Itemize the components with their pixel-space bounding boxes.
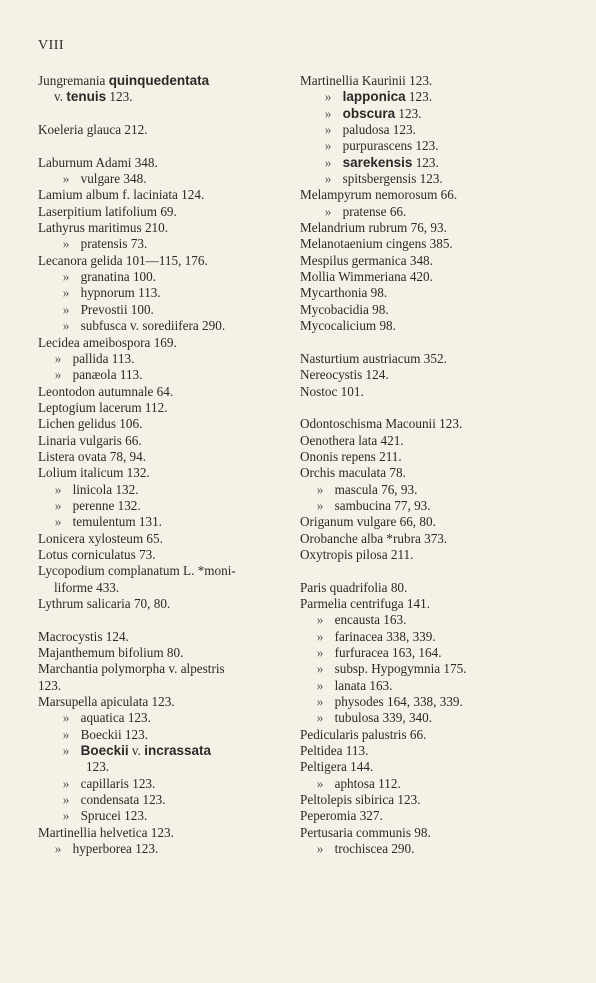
entry-text: 123. — [412, 154, 439, 170]
ditto-mark: » — [62, 269, 70, 285]
entry-text: Lythrum salicaria 70, 80. — [38, 596, 171, 611]
index-entry — [300, 220, 592, 236]
entry-text: pallida 113. — [72, 350, 135, 366]
ditto-mark: » — [324, 138, 332, 154]
index-entry — [38, 498, 290, 514]
index-entry — [38, 449, 290, 465]
index-entry — [300, 531, 592, 547]
index-entry — [300, 106, 592, 122]
entry-text: Orobanche alba *rubra 373. — [300, 530, 448, 546]
ditto-mark: » — [324, 89, 332, 105]
index-entry — [300, 629, 592, 645]
ditto-mark: » — [324, 203, 332, 219]
entry-text: Pedicularis palustris 66. — [300, 726, 427, 742]
index-entry — [300, 498, 592, 514]
entry-emphasis: lapponica — [342, 89, 406, 105]
index-entry — [300, 269, 592, 285]
index-entry — [38, 89, 290, 105]
ditto-mark: » — [62, 236, 70, 252]
entry-text: lanata 163. — [334, 677, 393, 693]
index-entry — [38, 335, 290, 351]
entry-text: Linaria vulgaris 66. — [38, 432, 142, 448]
entry-text: condensata 123. — [80, 792, 166, 808]
entry-text: furfuracea 163, 164. — [334, 645, 442, 661]
page-number: VIII — [38, 38, 65, 53]
entry-text: Mespilus germanica 348. — [300, 252, 433, 268]
entry-text: linicola 132. — [72, 481, 139, 497]
entry-text: Ononis repens 211. — [300, 448, 402, 464]
index-entry — [300, 465, 592, 481]
entry-text: farinacea 338, 339. — [334, 628, 436, 644]
entry-text: sambucina 77, 93. — [334, 497, 431, 513]
entry-text: liforme 433. — [54, 579, 120, 595]
entry-text: aphtosa 112. — [334, 775, 401, 791]
entry-text: Laburnum Adami 348. — [38, 154, 158, 170]
entry-text: purpurascens 123. — [342, 138, 439, 154]
index-entry — [38, 269, 290, 285]
index-entry — [38, 694, 290, 710]
entry-text: Macrocystis 124. — [38, 628, 129, 644]
ditto-mark: » — [316, 775, 324, 791]
index-entry — [38, 547, 290, 563]
ditto-mark: » — [316, 612, 324, 628]
index-entry — [300, 351, 592, 367]
index-entry — [38, 580, 290, 596]
ditto-mark: » — [54, 367, 62, 383]
entry-text: Lathyrus maritimus 210. — [38, 220, 169, 236]
index-entry — [38, 531, 290, 547]
index-entry — [38, 710, 290, 726]
entry-text: Marchantia polymorpha v. alpestris — [38, 661, 225, 677]
index-entry — [38, 285, 290, 301]
ditto-mark: » — [54, 841, 62, 857]
index-entry — [38, 482, 290, 498]
entry-text: pratensis 73. — [80, 236, 148, 252]
entry-text: Paris quadrifolia 80. — [300, 579, 408, 595]
entry-text: hyperborea 123. — [72, 841, 159, 857]
index-entry — [300, 580, 592, 596]
entry-text: pratense 66. — [342, 203, 407, 219]
entry-text: Lycopodium complanatum L. *moni- — [38, 563, 236, 579]
index-entry — [300, 367, 592, 383]
index-entry — [300, 171, 592, 187]
entry-text: Melandrium rubrum 76, 93. — [300, 220, 447, 236]
index-entry — [300, 89, 592, 105]
index-entry — [300, 759, 592, 775]
entry-text: Leontodon autumnale 64. — [38, 383, 174, 399]
entry-text: panæola 113. — [72, 367, 143, 383]
ditto-mark: » — [62, 171, 70, 187]
index-entry — [300, 138, 592, 154]
ditto-mark: » — [324, 154, 332, 170]
ditto-mark: » — [62, 792, 70, 808]
index-entry — [300, 547, 592, 563]
index-entry — [38, 351, 290, 367]
index-entry — [38, 155, 290, 171]
index-entry — [300, 155, 592, 171]
ditto-mark: » — [62, 285, 70, 301]
index-entry — [38, 743, 290, 759]
index-entry — [38, 318, 290, 334]
index-entry — [38, 302, 290, 318]
entry-emphasis: Boeckii — [80, 743, 129, 759]
index-column-right — [300, 73, 592, 858]
entry-emphasis: obscura — [342, 105, 396, 121]
index-entry — [38, 727, 290, 743]
entry-text: v. — [128, 743, 145, 759]
entry-text: Sprucei 123. — [80, 808, 148, 824]
entry-text: Melanotaenium cingens 385. — [300, 236, 453, 252]
index-entry — [300, 318, 592, 334]
ditto-mark: » — [316, 677, 324, 693]
index-entry — [300, 661, 592, 677]
index-entry — [38, 465, 290, 481]
index-entry — [300, 449, 592, 465]
index-column-left — [38, 73, 290, 858]
index-entry — [38, 759, 290, 775]
entry-text: Lecidea ameibospora 169. — [38, 334, 177, 350]
section-gap — [300, 335, 592, 351]
entry-text: Origanum vulgare 66, 80. — [300, 514, 436, 530]
index-entry — [38, 645, 290, 661]
entry-text: paludosa 123. — [342, 122, 416, 138]
index-entry — [300, 792, 592, 808]
entry-text: 123. — [106, 89, 133, 105]
index-entry — [300, 743, 592, 759]
section-gap — [300, 563, 592, 579]
entry-text: mascula 76, 93. — [334, 481, 418, 497]
ditto-mark: » — [62, 318, 70, 334]
section-gap — [38, 138, 290, 154]
entry-text: Laserpitium latifolium 69. — [38, 203, 177, 219]
ditto-mark: » — [62, 726, 70, 742]
entry-text: Majanthemum bifolium 80. — [38, 645, 184, 661]
index-entry — [38, 792, 290, 808]
entry-text: Peltidea 113. — [300, 743, 369, 759]
index-entry — [300, 808, 592, 824]
entry-text: physodes 164, 338, 339. — [334, 694, 463, 710]
entry-text: Melampyrum nemorosum 66. — [300, 187, 458, 203]
index-entry — [38, 776, 290, 792]
index-entry — [38, 171, 290, 187]
index-entry — [38, 629, 290, 645]
entry-text: trochiscea 290. — [334, 841, 415, 857]
entry-text: v. — [54, 89, 67, 105]
entry-text: Lotus corniculatus 73. — [38, 546, 156, 562]
entry-text: temulentum 131. — [72, 514, 162, 530]
index-entry — [38, 253, 290, 269]
index-entry — [38, 841, 290, 857]
index-entry — [38, 825, 290, 841]
ditto-mark: » — [62, 775, 70, 791]
entry-text: granatina 100. — [80, 269, 157, 285]
index-entry — [300, 73, 592, 89]
entry-text: Koeleria glauca 212. — [38, 122, 148, 138]
entry-text: Marsupella apiculata 123. — [38, 694, 175, 710]
entry-text: Pertusaria communis 98. — [300, 824, 431, 840]
entry-text: Mycobacidia 98. — [300, 301, 389, 317]
entry-text: Oxytropis pilosa 211. — [300, 546, 414, 562]
index-entry — [300, 416, 592, 432]
entry-text: vulgare 348. — [80, 171, 147, 187]
ditto-mark: » — [62, 808, 70, 824]
entry-text: Peltolepis sibirica 123. — [300, 792, 421, 808]
entry-text: Martinellia Kaurinii 123. — [300, 73, 433, 88]
index-entry — [300, 825, 592, 841]
entry-text: Jungremania — [38, 73, 109, 88]
ditto-mark: » — [316, 645, 324, 661]
index-entry — [38, 563, 290, 579]
index-entry — [300, 645, 592, 661]
index-entry — [300, 694, 592, 710]
ditto-mark: » — [316, 497, 324, 513]
entry-emphasis: sarekensis — [342, 154, 413, 170]
entry-emphasis: quinquedentata — [108, 73, 210, 88]
ditto-mark: » — [316, 710, 324, 726]
index-entry — [300, 204, 592, 220]
index-entry — [300, 841, 592, 857]
index-entry — [38, 220, 290, 236]
entry-text: Prevostii 100. — [80, 301, 154, 317]
index-entry — [300, 302, 592, 318]
entry-text: 123. — [405, 89, 432, 105]
index-entry — [300, 253, 592, 269]
ditto-mark: » — [324, 105, 332, 121]
index-entry — [38, 204, 290, 220]
index-entry — [38, 384, 290, 400]
ditto-mark: » — [324, 122, 332, 138]
entry-text: subfusca v. sorediifera 290. — [80, 318, 226, 334]
entry-text: Lolium italicum 132. — [38, 465, 150, 481]
section-gap — [300, 400, 592, 416]
entry-text: Martinellia helvetica 123. — [38, 824, 174, 840]
ditto-mark: » — [54, 497, 62, 513]
index-entry — [300, 678, 592, 694]
index-entry — [38, 400, 290, 416]
ditto-mark: » — [62, 743, 70, 759]
ditto-mark: » — [54, 514, 62, 530]
entry-text: tubulosa 339, 340. — [334, 710, 433, 726]
ditto-mark: » — [316, 481, 324, 497]
index-entry — [38, 416, 290, 432]
entry-text: Nereocystis 124. — [300, 367, 389, 383]
entry-text: perenne 132. — [72, 497, 141, 513]
entry-text: Parmelia centrifuga 141. — [300, 596, 430, 611]
index-entry — [300, 122, 592, 138]
index-entry — [300, 433, 592, 449]
entry-text: encausta 163. — [334, 612, 407, 628]
entry-text: Oenothera lata 421. — [300, 432, 404, 448]
index-entry — [38, 514, 290, 530]
index-entry — [300, 596, 592, 612]
section-gap — [38, 106, 290, 122]
index-entry — [300, 514, 592, 530]
ditto-mark: » — [316, 628, 324, 644]
ditto-mark: » — [324, 171, 332, 187]
index-entry — [300, 612, 592, 628]
entry-text: Peltigera 144. — [300, 759, 374, 775]
entry-text: Lonicera xylosteum 65. — [38, 530, 163, 546]
entry-text: spitsbergensis 123. — [342, 171, 443, 187]
entry-text: Lichen gelidus 106. — [38, 416, 143, 432]
index-entry — [300, 187, 592, 203]
entry-text: aquatica 123. — [80, 710, 151, 726]
entry-text: Peperomia 327. — [300, 808, 383, 824]
index-entry — [38, 596, 290, 612]
ditto-mark: » — [54, 481, 62, 497]
index-entry — [38, 187, 290, 203]
ditto-mark: » — [316, 661, 324, 677]
index-entry — [300, 776, 592, 792]
entry-text: Orchis maculata 78. — [300, 465, 406, 481]
index-entry — [38, 73, 290, 89]
entry-text: Lecanora gelida 101—115, 176. — [38, 252, 208, 268]
index-entry — [300, 710, 592, 726]
index-entry — [38, 367, 290, 383]
entry-text: Odontoschisma Macounii 123. — [300, 416, 463, 432]
index-entry — [38, 678, 290, 694]
entry-text: Nasturtium austriacum 352. — [300, 350, 447, 366]
ditto-mark: » — [316, 694, 324, 710]
ditto-mark: » — [316, 841, 324, 857]
index-entry — [38, 433, 290, 449]
entry-text: Leptogium lacerum 112. — [38, 399, 168, 415]
entry-emphasis: incrassata — [144, 743, 212, 759]
ditto-mark: » — [62, 710, 70, 726]
index-entry — [300, 285, 592, 301]
entry-text: hypnorum 113. — [80, 285, 161, 301]
index-entry — [38, 236, 290, 252]
entry-text: 123. — [38, 677, 62, 693]
entry-text: Nostoc 101. — [300, 383, 364, 399]
entry-text: Lamium album f. laciniata 124. — [38, 187, 205, 203]
entry-text: Mycarthonia 98. — [300, 285, 388, 301]
ditto-mark: » — [62, 301, 70, 317]
index-entry — [300, 384, 592, 400]
ditto-mark: » — [54, 350, 62, 366]
index-entry — [300, 236, 592, 252]
entry-text: Listera ovata 78, 94. — [38, 448, 147, 464]
index-entry — [38, 661, 290, 677]
entry-text: Mollia Wimmeriana 420. — [300, 269, 433, 285]
entry-text: 123. — [86, 759, 110, 775]
entry-emphasis: tenuis — [66, 89, 107, 105]
entry-text: Mycocalicium 98. — [300, 318, 396, 334]
entry-text: capillaris 123. — [80, 775, 156, 791]
index-entry — [38, 808, 290, 824]
index-entry — [38, 122, 290, 138]
entry-text: Boeckii 123. — [80, 726, 148, 742]
entry-text: 123. — [395, 105, 422, 121]
index-entry — [300, 482, 592, 498]
section-gap — [38, 612, 290, 628]
entry-text: subsp. Hypogymnia 175. — [334, 661, 467, 677]
index-entry — [300, 727, 592, 743]
